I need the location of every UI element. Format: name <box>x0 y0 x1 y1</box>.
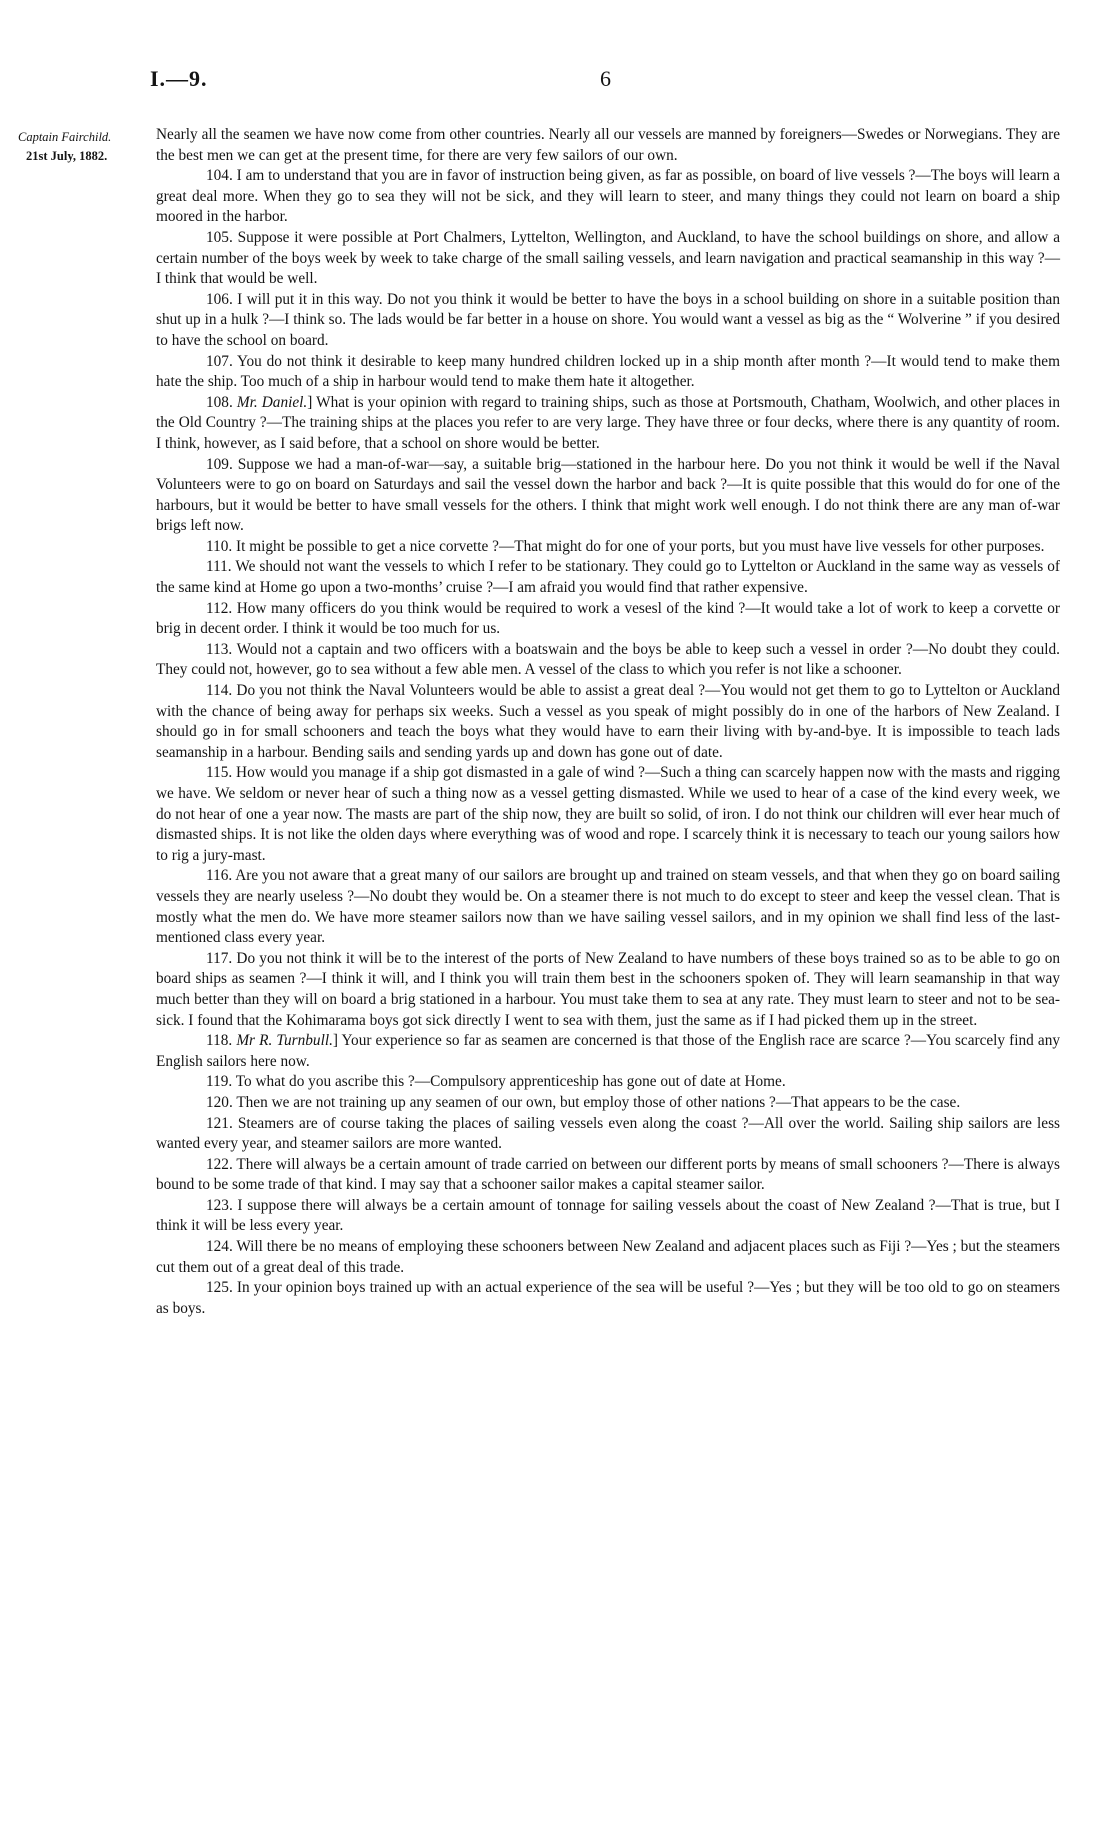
opening-paragraph: Nearly all the seamen we have now come from other countries. Nearly all our vessels are manned by foreigners—Swedes or Norwegians. They are the best men we can get at the present time, for there are very few sailors of our own. <box>156 126 1060 164</box>
witness-name: Captain Fairchild. <box>18 130 112 144</box>
question-paragraph: 113. Would not a captain and two officers with a boatswain and the boys be able to keep such a vessel in order ?—No doubt they could. They could not, however, go to sea without a few able men. A vessel of the class to which you refer is not like a schooner. <box>156 640 1060 679</box>
question-paragraph: 124. Will there be no means of employing these schooners between New Zealand and adjacent places such as Fiji ?—Yes ; but the steamers cut them out of a great deal of this trade. <box>156 1238 1060 1276</box>
question-paragraph: 105. Suppose it were possible at Port Chalmers, Lyttelton, Wellington, and Auckland, to have the school buildings on shore, and allow a certain number of the boys week by week to take charge of the small sailing vessels, and learn navigation and practical seamanship in this way ?—I think that would be well. <box>156 228 1060 288</box>
document-reference: I.—9. <box>150 66 208 91</box>
question-paragraph: 117. Do you not think it will be to the interest of the ports of New Zealand to have numbers of these boys trained so as to be able to go on board ships as seamen ?—I think it will, and I think you will train them best in the schooners spoken of. They will learn seamanship in that way much better than they will on board a brig stationed in a harbour. You must take them to sea at any rate. They must learn to steer and not to be sea-sick. I found that the Kohimarama boys got sick directly I went to sea with them, just the same as if I had picked them up in the street. <box>156 949 1060 1029</box>
hearing-date: 21st July, 1882. <box>26 149 108 163</box>
question-paragraph: 107. You do not think it desirable to keep many hundred children locked up in a ship month after month ?—It would tend to make them hate the ship. Too much of a ship in harbour would tend to make them hate it altogether. <box>156 352 1060 391</box>
question-paragraph: 110. It might be possible to get a nice corvette ?—That might do for one of your ports, but you must have live vessels for other purposes. <box>206 537 1045 555</box>
question-paragraph: 114. Do you not think the Naval Volunteers would be able to assist a great deal ?—You would not get them to go to Lyttelton or Auckland with the chance of being away for perhaps six weeks. Such a vessel as you speak of might possibly do in one of the harbors of New Zealand. I should go in for small schooners and teach the boys what they would have to earn their living with by-and-bye. It is impossible to teach lads seamanship in a harbour. Bending sails and sending yards up and down has gone out of date. <box>156 682 1060 761</box>
question-paragraph: 120. Then we are not training up any seamen of our own, but employ those of other nations ?—That appears to be the case. <box>206 1093 961 1111</box>
question-number: 108. <box>206 393 237 411</box>
question-paragraph: 122. There will always be a certain amount of trade carried on between our different ports by means of small schooners ?—There is always bound to be some trade of that kind. I may say that a schooner sailor makes a capital steamer sailor. <box>156 1155 1060 1194</box>
question-paragraph: 123. I suppose there will always be a certain amount of tonnage for sailing vessels about the coast of New Zealand ?—That is true, but I think it will be less every year. <box>156 1196 1060 1235</box>
question-paragraph: 116. Are you not aware that a great many of our sailors are brought up and trained on steam vessels, and that when they go on board sailing vessels they are nearly useless ?—No doubt they would be. On a steamer there is not much to do except to steer and keep the vessel clean. That is mostly what the men do. We have more steamer sailors now than we have sailing vessel sailors, and in my opinion we shall find less of the last-mentioned class every year. <box>156 867 1060 947</box>
question-paragraph: 112. How many officers do you think would be required to work a vesesl of the kind ?—It would take a lot of work to keep a corvette or brig in decent order. I think it would be too much for us. <box>156 599 1060 638</box>
speaker-name: Mr. Daniel. <box>236 393 308 411</box>
page-header <box>150 66 1090 96</box>
question-paragraph: 109. Suppose we had a man-of-war—say, a suitable brig—stationed in the harbour here. Do you not think it would be well if the Naval Volunteers were to go on board on Saturdays and sail the vessel down the harbor and back ?—It is quite possible that this would do for one of the harbours, but it would be better to have small vessels for the others. I think that might work well enough. I do not think there are any man of-war brigs left now. <box>156 455 1060 535</box>
question-paragraph: 106. I will put it in this way. Do not you think it would be better to have the boys in a school building on shore in a suitable position than shut up in a hulk ?—I think so. The lads would be far better in a house on shore. You would want a vessel as big as the “ Wolverine ” if you desired to have the school on board. <box>156 290 1060 349</box>
question-paragraph <box>156 393 1060 455</box>
question-paragraph <box>156 1031 1060 1072</box>
question-text: ] What is your opinion with regard to training ships, such as those at Portsmouth, Chatham, Woolwich, and other places in the Old Country ?—The training ships at the places you refer to are very large. They have three or four decks, where there is any quantity of room. I think, however, as I said before, that a school on shore would be better. <box>156 393 1061 452</box>
question-text: ] Your experience so far as seamen are concerned is that those of the English race are scarce ?—You scarcely find any English sailors here now. <box>156 1032 1061 1070</box>
question-number: 118. <box>206 1032 237 1050</box>
margin-note <box>18 128 153 166</box>
question-paragraph: 104. I am to understand that you are in favor of instruction being given, as far as possible, on board of live vessels ?—The boys will learn a great deal more. When they go to sea they will not be sick, and they will learn to steer, and many things they could not learn on board a ship moored in the harbor. <box>156 167 1060 226</box>
question-paragraph: 125. In your opinion boys trained up with an actual experience of the sea will be useful ?—Yes ; but they will be too old to go on steamers as boys. <box>156 1279 1060 1317</box>
question-paragraph: 119. To what do you ascribe this ?—Compulsory apprenticeship has gone out of date at Home. <box>206 1073 786 1091</box>
page-number: 6 <box>600 66 611 91</box>
question-paragraph: 121. Steamers are of course taking the places of sailing vessels even along the coast ?—All over the world. Sailing ship sailors are less wanted every year, and steamer sailors are more wanted. <box>156 1114 1060 1153</box>
question-paragraph: 115. How would you manage if a ship got dismasted in a gale of wind ?—Such a thing can scarcely happen now with the masts and rigging we have. We seldom or never hear of such a thing now as a vessel getting dismasted. While we used to hear of a case of the kind every week, we do not hear of one a year now. The masts are part of the ship now, they are built so solid, of iron. I do not think our children will ever hear much of dismasted ships. It is not like the olden days where everything was of wood and rope. I scarcely think it is necessary to teach our young sailors how to rig a jury-mast. <box>156 764 1060 864</box>
question-paragraph: 111. We should not want the vessels to which I refer to be stationary. They could go to Lyttelton or Auckland in the same way as vessels of the same kind at Home go upon a two-months’ cruise ?—I am afraid you would find that rather expensive. <box>156 558 1060 597</box>
speaker-name: Mr R. Turnbull. <box>236 1032 333 1050</box>
testimony-body <box>156 125 1060 1319</box>
question-list <box>156 166 1060 1319</box>
